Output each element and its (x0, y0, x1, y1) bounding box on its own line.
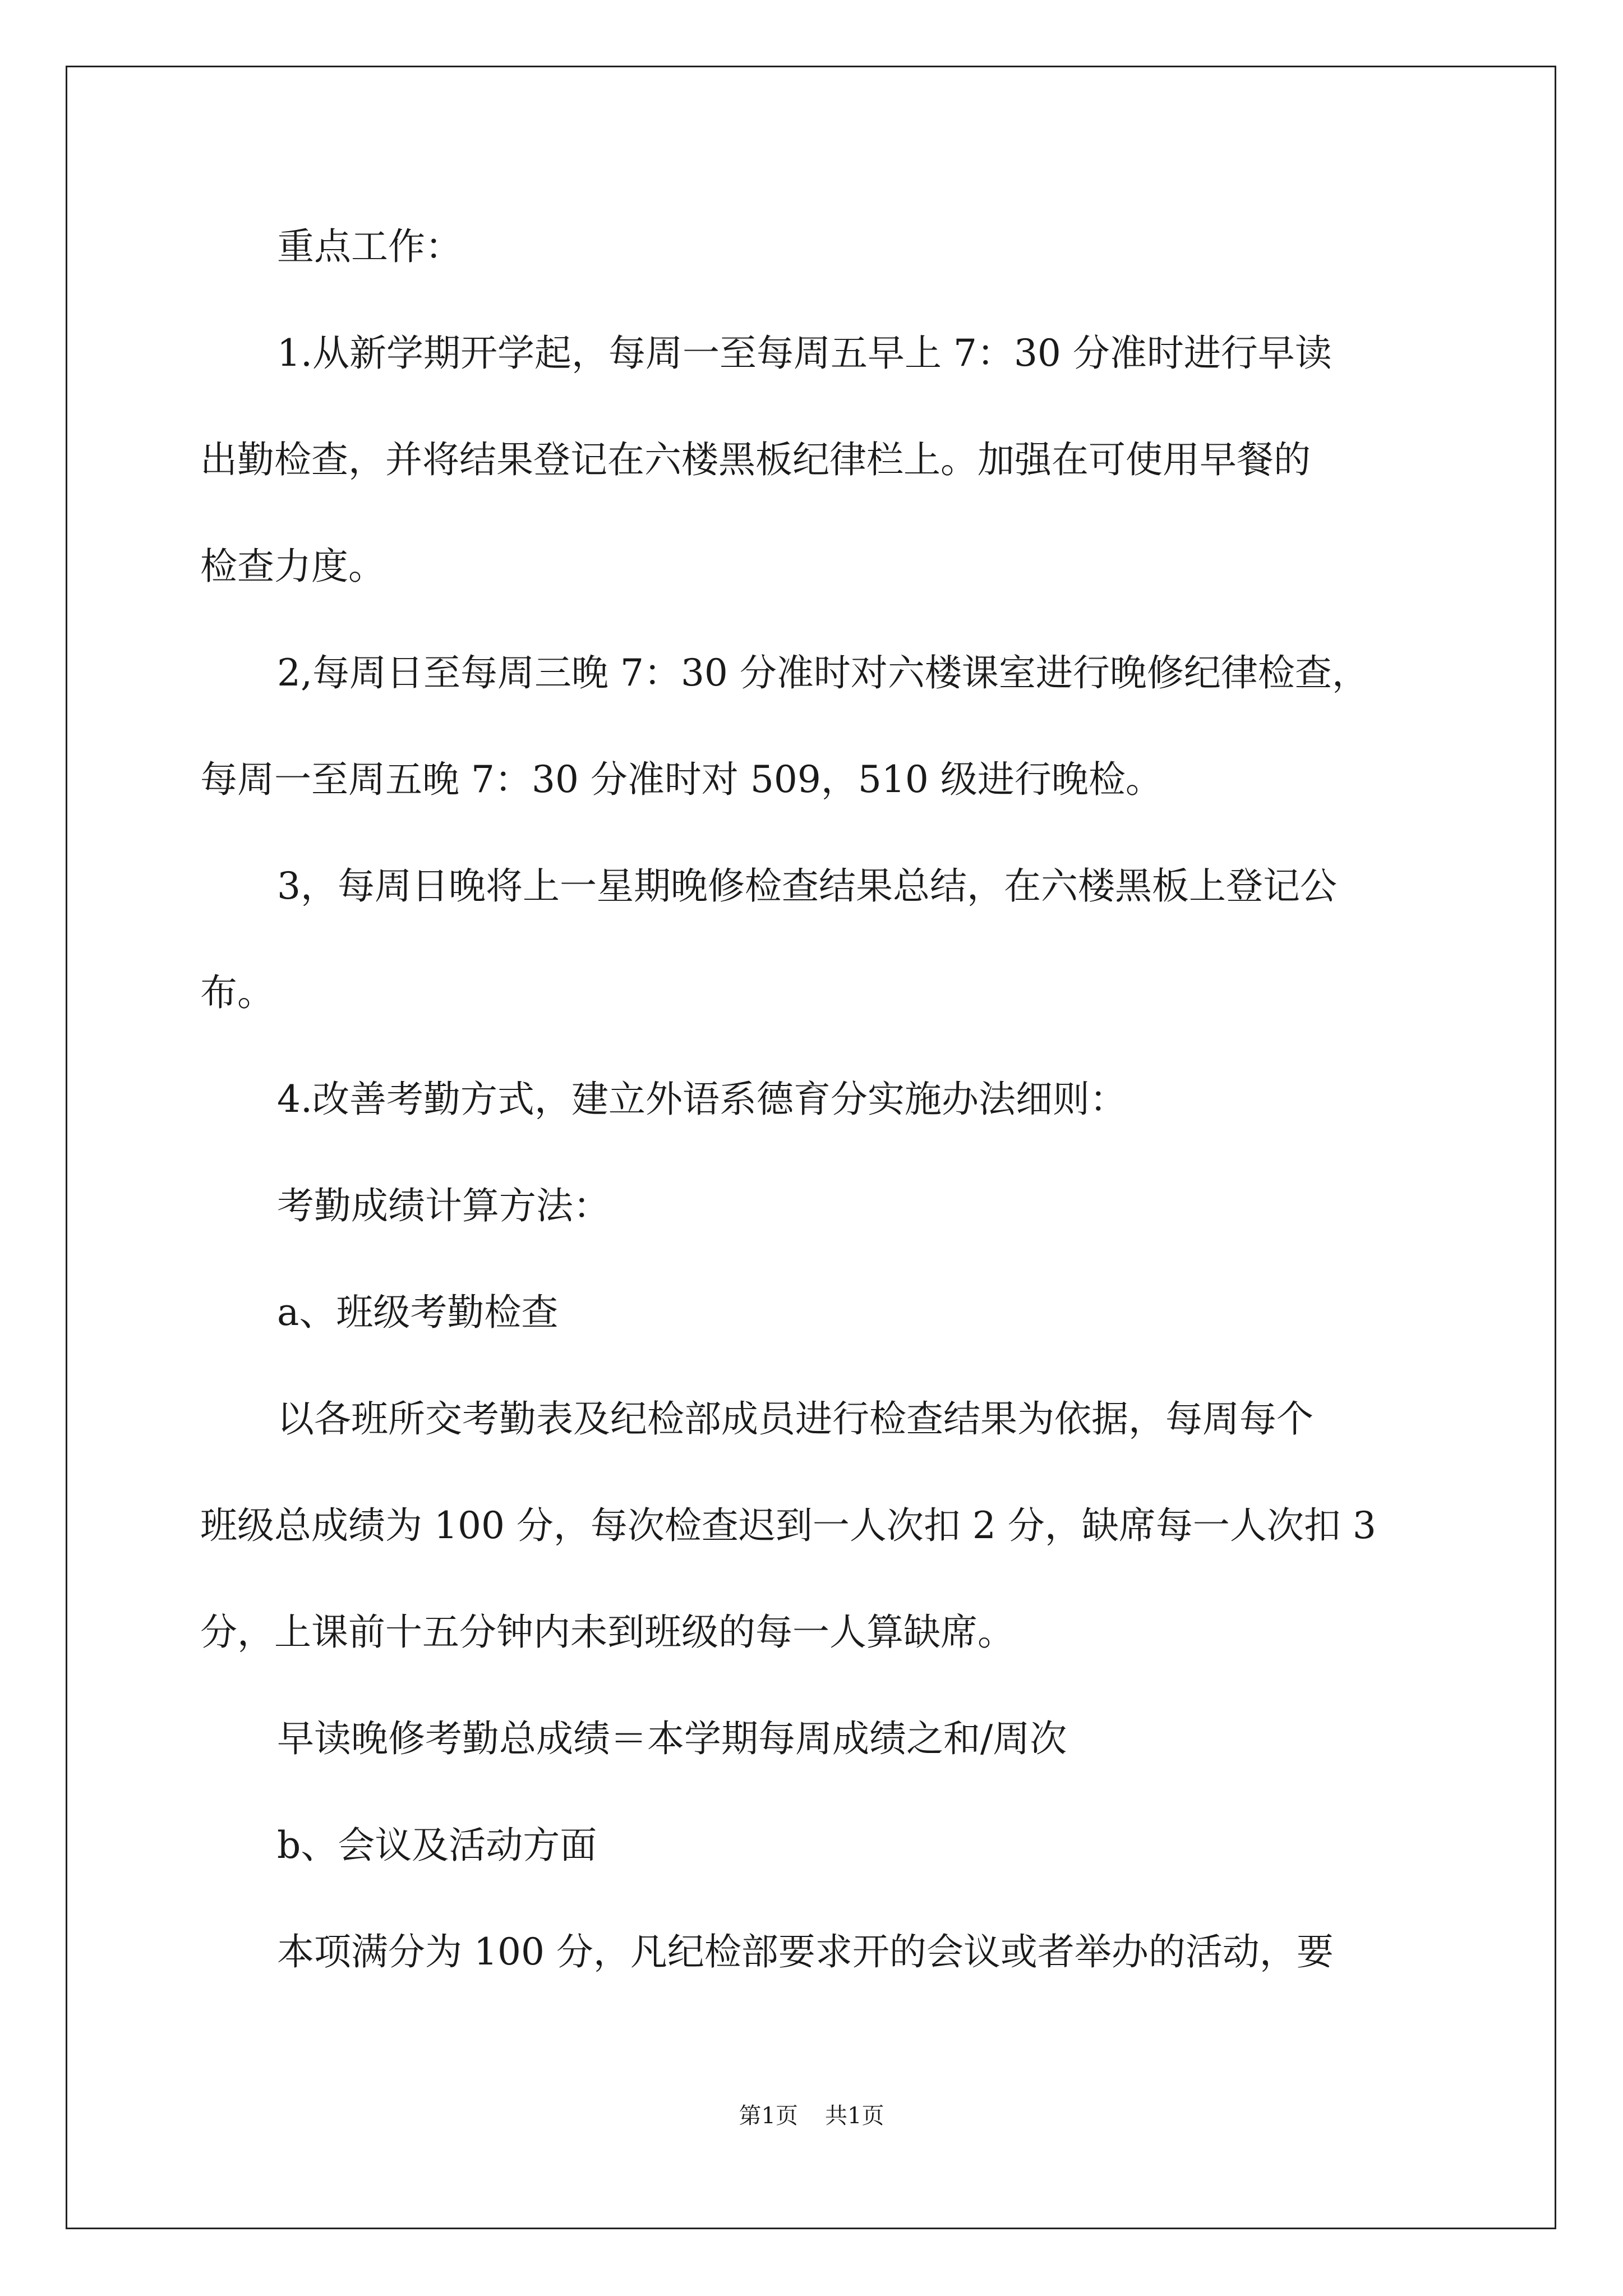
paragraph-line: 以各班所交考勤表及纪检部成员进行检查结果为依据，每周每个 (277, 1397, 1313, 1441)
page-border (66, 66, 1556, 2229)
paragraph-line: 1.从新学期开学起，每周一至每周五早上 7：30 分准时进行早读 (277, 332, 1332, 375)
paragraph-line: 班级总成绩为 100 分，每次检查迟到一人次扣 2 分，缺席每一人次扣 3 (200, 1504, 1376, 1547)
paragraph-line: 2,每周日至每周三晚 7：30 分准时对六楼课室进行晚修纪律检查， (277, 651, 1369, 694)
paragraph-line: 本项满分为 100 分，凡纪检部要求开的会议或者举办的活动，要 (277, 1930, 1334, 1973)
sub-heading: 考勤成绩计算方法： (277, 1184, 610, 1227)
paragraph-line: 检查力度。 (200, 545, 385, 588)
paragraph-line: 3，每周日晚将上一星期晚修检查结果总结，在六楼黑板上登记公 (277, 864, 1337, 908)
paragraph-line: 出勤检查，并将结果登记在六楼黑板纪律栏上。加强在可使用早餐的 (200, 438, 1311, 481)
page-number-current: 第1页 (739, 2103, 798, 2129)
page-footer (0, 2099, 1623, 2133)
page-number-total: 共1页 (825, 2103, 884, 2129)
formula-line: 早读晚修考勤总成绩＝本学期每周成绩之和/周次 (277, 1717, 1067, 1760)
paragraph-line: 4.改善考勤方式，建立外语系德育分实施办法细则： (277, 1078, 1127, 1121)
paragraph-line: 分，上课前十五分钟内未到班级的每一人算缺席。 (200, 1611, 1015, 1654)
sub-heading: b、会议及活动方面 (277, 1824, 597, 1867)
paragraph-line: 布。 (200, 971, 274, 1014)
sub-heading: a、班级考勤检查 (277, 1291, 559, 1334)
section-heading: 重点工作： (277, 225, 462, 268)
paragraph-line: 每周一至周五晚 7：30 分准时对 509，510 级进行晚检。 (200, 758, 1163, 801)
